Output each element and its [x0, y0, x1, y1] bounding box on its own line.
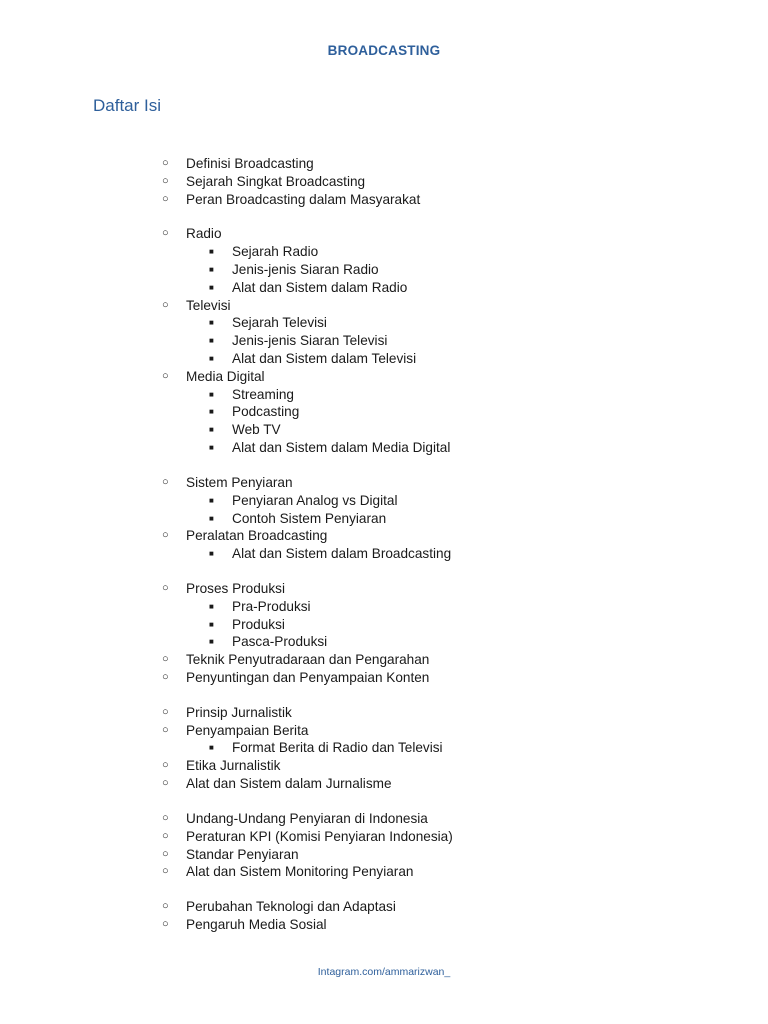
toc-subitem	[0, 421, 768, 439]
toc-item-label: Peran Broadcasting dalam Masyarakat	[186, 191, 421, 207]
toc-item	[0, 722, 768, 740]
toc-item	[0, 297, 768, 315]
toc-item-label: Jenis-jenis Siaran Radio	[232, 262, 379, 278]
toc-item-label: Alat dan Sistem dalam Media Digital	[232, 440, 451, 456]
toc-subitem	[0, 386, 768, 404]
toc-item-label: Penyiaran Analog vs Digital	[232, 492, 398, 508]
toc-item-label: Streaming	[232, 386, 294, 402]
circle-bullet-icon: ○	[162, 529, 169, 542]
toc-item-label: Radio	[186, 226, 222, 242]
toc-item	[0, 474, 768, 492]
square-bullet-icon: ■	[209, 743, 214, 753]
square-bullet-icon: ■	[209, 282, 214, 292]
toc-subitem	[0, 332, 768, 350]
footer-instagram-link[interactable]: Intagram.com/ammarizwan_	[317, 966, 451, 978]
toc-item	[0, 651, 768, 669]
square-bullet-icon: ■	[209, 443, 214, 453]
toc-item-label: Format Berita di Radio dan Televisi	[232, 740, 443, 756]
toc-item-label: Sistem Penyiaran	[186, 474, 293, 490]
square-bullet-icon: ■	[209, 407, 214, 417]
circle-bullet-icon: ○	[162, 653, 169, 666]
table-of-contents-list	[0, 155, 768, 934]
toc-item-label: Televisi	[186, 297, 231, 313]
square-bullet-icon: ■	[209, 389, 214, 399]
toc-subitem	[0, 598, 768, 616]
toc-section-gap	[0, 881, 768, 898]
toc-item	[0, 828, 768, 846]
circle-bullet-icon: ○	[162, 777, 169, 790]
toc-item-label: Proses Produksi	[186, 581, 285, 597]
circle-bullet-icon: ○	[162, 369, 169, 382]
circle-bullet-icon: ○	[162, 671, 169, 683]
toc-subitem	[0, 616, 768, 634]
circle-bullet-icon: ○	[162, 582, 169, 595]
toc-subitem	[0, 492, 768, 510]
toc-item-label: Etika Jurnalistik	[186, 758, 281, 774]
toc-item	[0, 757, 768, 775]
toc-section-gap	[0, 208, 768, 225]
square-bullet-icon: ■	[209, 513, 214, 523]
toc-subitem	[0, 510, 768, 528]
toc-subitem	[0, 261, 768, 279]
toc-subitem	[0, 403, 768, 421]
toc-item-label: Peralatan Broadcasting	[186, 528, 328, 544]
circle-bullet-icon: ○	[162, 865, 169, 878]
toc-item	[0, 191, 768, 209]
circle-bullet-icon: ○	[162, 900, 169, 913]
toc-item-label: Alat dan Sistem Monitoring Penyiaran	[186, 864, 414, 880]
toc-subitem	[0, 279, 768, 297]
toc-item-label: Web TV	[232, 422, 281, 438]
toc-item-label: Standar Penyiaran	[186, 846, 299, 862]
toc-subitem	[0, 350, 768, 368]
toc-item-label: Media Digital	[186, 368, 265, 384]
toc-item-label: Perubahan Teknologi dan Adaptasi	[186, 899, 396, 915]
circle-bullet-icon: ○	[162, 723, 169, 736]
circle-bullet-icon: ○	[162, 811, 169, 824]
square-bullet-icon: ■	[209, 354, 214, 364]
toc-item	[0, 580, 768, 598]
toc-item-label: Definisi Broadcasting	[186, 156, 314, 171]
square-bullet-icon: ■	[209, 247, 214, 257]
square-bullet-icon: ■	[209, 336, 214, 346]
toc-item-label: Alat dan Sistem dalam Jurnalisme	[186, 776, 392, 792]
toc-item-label: Teknik Penyutradaraan dan Pengarahan	[186, 652, 430, 668]
toc-section-gap	[0, 563, 768, 580]
toc-section-gap	[0, 793, 768, 810]
toc-item	[0, 916, 768, 934]
toc-subitem	[0, 314, 768, 332]
toc-item-label: Prinsip Jurnalistik	[186, 704, 292, 720]
toc-item-label: Sejarah Radio	[232, 244, 319, 260]
circle-bullet-icon: ○	[162, 759, 169, 772]
toc-item-label: Sejarah Singkat Broadcasting	[186, 173, 366, 189]
toc-item	[0, 704, 768, 722]
toc-subitem	[0, 739, 768, 757]
toc-item	[0, 846, 768, 864]
circle-bullet-icon: ○	[162, 475, 169, 488]
toc-item-label: Penyampaian Berita	[186, 722, 309, 738]
toc-subitem	[0, 633, 768, 651]
circle-bullet-icon: ○	[162, 829, 169, 842]
circle-bullet-icon: ○	[162, 298, 169, 311]
toc-subitem	[0, 243, 768, 261]
square-bullet-icon: ■	[209, 637, 214, 647]
toc-item	[0, 669, 768, 687]
toc-item	[0, 527, 768, 545]
square-bullet-icon: ■	[209, 549, 214, 559]
circle-bullet-icon: ○	[162, 227, 169, 240]
square-bullet-icon: ■	[209, 425, 214, 435]
toc-item-label: Jenis-jenis Siaran Televisi	[232, 333, 388, 349]
toc-item-label: Produksi	[232, 616, 285, 632]
toc-section-gap	[0, 457, 768, 474]
toc-item-label: Alat dan Sistem dalam Broadcasting	[232, 546, 452, 562]
toc-item	[0, 775, 768, 793]
square-bullet-icon: ■	[209, 265, 214, 275]
toc-item-label: Pengaruh Media Sosial	[186, 917, 327, 933]
toc-item-label: Podcasting	[232, 404, 300, 420]
square-bullet-icon: ■	[209, 619, 214, 629]
circle-bullet-icon: ○	[162, 192, 169, 205]
toc-item	[0, 368, 768, 386]
toc-item-label: Contoh Sistem Penyiaran	[232, 510, 387, 526]
square-bullet-icon: ■	[209, 601, 214, 611]
toc-item-label: Sejarah Televisi	[232, 315, 327, 331]
toc-item	[0, 810, 768, 828]
circle-bullet-icon: ○	[162, 705, 169, 718]
toc-item-label: Undang-Undang Penyiaran di Indonesia	[186, 810, 428, 826]
toc-subitem	[0, 545, 768, 563]
toc-item-label: Alat dan Sistem dalam Radio	[232, 279, 408, 295]
circle-bullet-icon: ○	[162, 157, 169, 169]
table-of-contents-heading: Daftar Isi	[93, 96, 162, 115]
document-title: BROADCASTING	[327, 43, 441, 58]
toc-item	[0, 898, 768, 916]
toc-item	[0, 173, 768, 191]
toc-item-label: Alat dan Sistem dalam Televisi	[232, 351, 417, 367]
square-bullet-icon: ■	[209, 318, 214, 328]
toc-item-label: Pra-Produksi	[232, 598, 311, 614]
toc-subitem	[0, 439, 768, 457]
toc-item-label: Penyuntingan dan Penyampaian Konten	[186, 670, 430, 685]
toc-item	[0, 225, 768, 243]
circle-bullet-icon: ○	[162, 918, 169, 931]
circle-bullet-icon: ○	[162, 847, 169, 860]
toc-section-gap	[0, 687, 768, 704]
toc-item	[0, 863, 768, 881]
toc-item-label: Peraturan KPI (Komisi Penyiaran Indonesia)	[186, 828, 453, 844]
toc-item-label: Pasca-Produksi	[232, 634, 328, 650]
circle-bullet-icon: ○	[162, 174, 169, 187]
square-bullet-icon: ■	[209, 495, 214, 505]
toc-item	[0, 155, 768, 173]
